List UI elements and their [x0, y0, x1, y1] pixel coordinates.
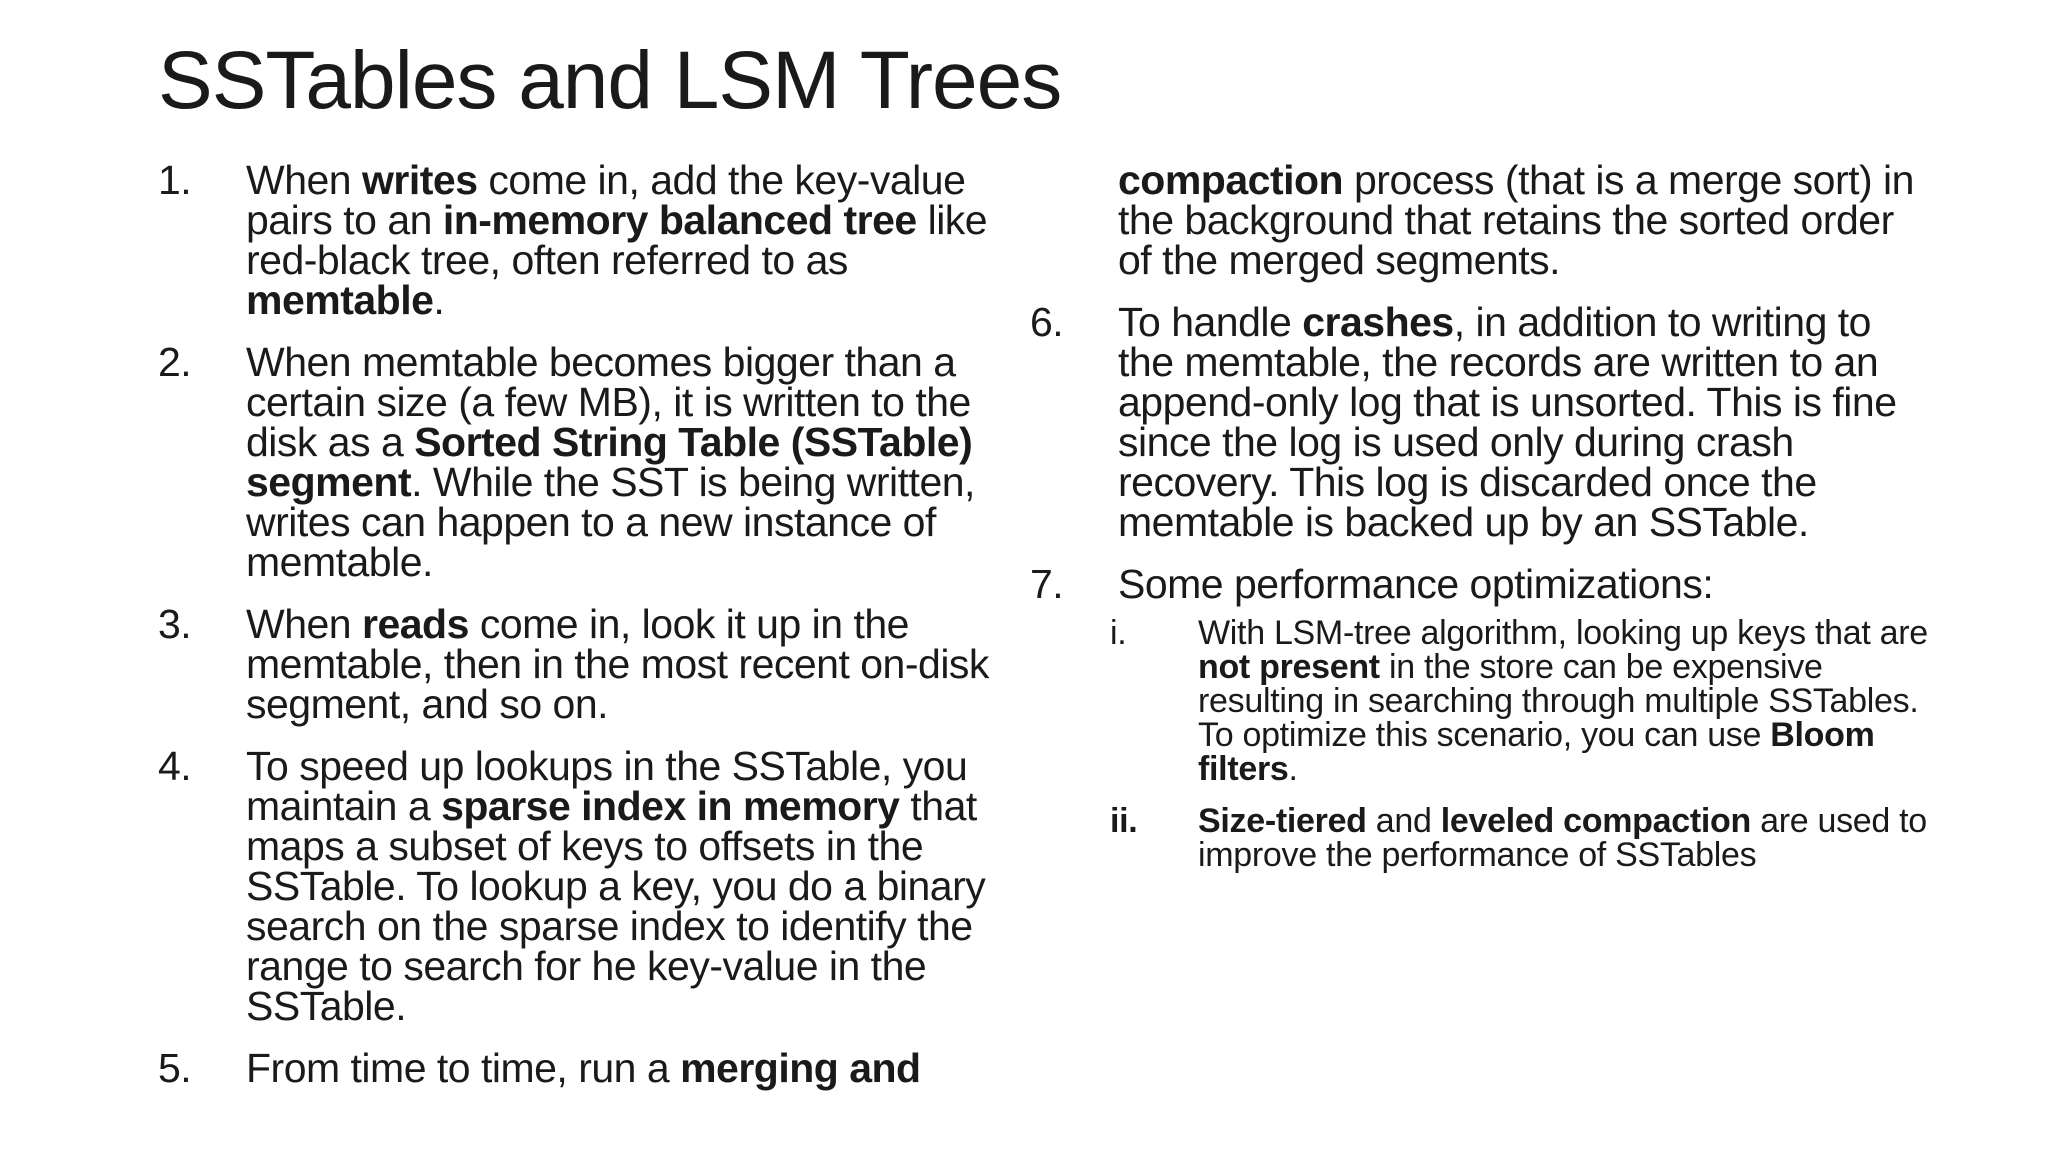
item-text: When: [246, 157, 362, 203]
item-text: in the store can be expensive resulting in searching through multiple SSTables. To optimize this scenario, you can use: [1198, 648, 1919, 754]
item-bold-text: sparse index in memory: [441, 783, 900, 829]
item-bold-text: not present: [1198, 648, 1380, 686]
item-text: come in, look it up in the memtable, then in the most recent on-disk segment, and so on.: [246, 601, 989, 727]
list-number: 7.: [1030, 561, 1064, 607]
right-column: [1030, 157, 1930, 890]
item-text: .: [433, 277, 445, 323]
item-bold-text: Sorted String Table (SSTable) segment: [246, 419, 973, 505]
item-text: and: [1366, 802, 1441, 840]
item-text: process (that is a merge sort) in the background that retains the sorted order of the merged segments.: [1118, 157, 1914, 283]
sub-list-number: ii.: [1110, 802, 1138, 840]
item-bold-text: reads: [362, 601, 469, 647]
list-item-5-continued: [1030, 157, 1930, 283]
item-bold-text: crashes: [1302, 299, 1454, 345]
list-number: 5.: [158, 1045, 192, 1091]
item-text: .: [1288, 750, 1298, 788]
sub-item-i: [1030, 616, 1930, 786]
item-bold-text: leveled compaction: [1440, 802, 1751, 840]
list-item-1: [158, 157, 1038, 323]
item-bold-text: merging and: [680, 1045, 921, 1091]
item-text: From time to time, run a: [246, 1045, 681, 1091]
list-item-3: [158, 601, 1038, 727]
list-item-6: [1030, 299, 1930, 545]
item-text: When memtable becomes bigger than a certain size (a few MB), it is written to the disk as a: [246, 339, 971, 465]
list-item-7: [1030, 561, 1930, 607]
item-text: To speed up lookups in the SSTable, you maintain a: [246, 743, 968, 829]
list-number: 2.: [158, 339, 192, 385]
item-text: With LSM-tree algorithm, looking up keys that are: [1198, 614, 1928, 652]
item-bold-text: memtable: [246, 277, 434, 323]
item-bold-text: compaction: [1118, 157, 1344, 203]
sub-item-ii: [1030, 804, 1930, 872]
item-text: Some performance optimizations:: [1118, 561, 1714, 607]
item-text: that maps a subset of keys to offsets in the SSTable. To lookup a key, you do a binary search on the sparse index to identify the range to search for he key-value in the SSTable.: [246, 783, 986, 1029]
slide-title: SSTables and LSM Trees: [158, 35, 1062, 126]
item-bold-text: Size-tiered: [1198, 802, 1367, 840]
sub-list-number: i.: [1110, 614, 1127, 652]
item-text: like red-black tree, often referred to as: [246, 197, 988, 283]
item-text: come in, add the key-value pairs to an: [246, 157, 966, 243]
item-bold-text: in-memory balanced tree: [442, 197, 917, 243]
list-number: 1.: [158, 157, 192, 203]
item-text: To handle: [1118, 299, 1303, 345]
left-column: [158, 157, 1038, 1110]
list-number: 6.: [1030, 299, 1064, 345]
list-item-4: [158, 743, 1038, 1029]
list-item-2: [158, 339, 1038, 585]
item-text: are used to improve the performance of SSTables: [1198, 802, 1927, 874]
item-text: When: [246, 601, 362, 647]
list-number: 3.: [158, 601, 192, 647]
item-bold-text: writes: [362, 157, 478, 203]
item-bold-text: Bloom filters: [1198, 716, 1875, 788]
list-number: 4.: [158, 743, 192, 789]
list-item-5: [158, 1045, 1038, 1091]
item-text: , in addition to writing to the memtable, the records are written to an append-only log that is unsorted. This is fine since the log is used only during crash recovery. This log is discarded once the memtable is backed up by an SSTable.: [1118, 299, 1897, 545]
item-text: . While the SST is being written, writes can happen to a new instance of memtable.: [246, 459, 975, 585]
